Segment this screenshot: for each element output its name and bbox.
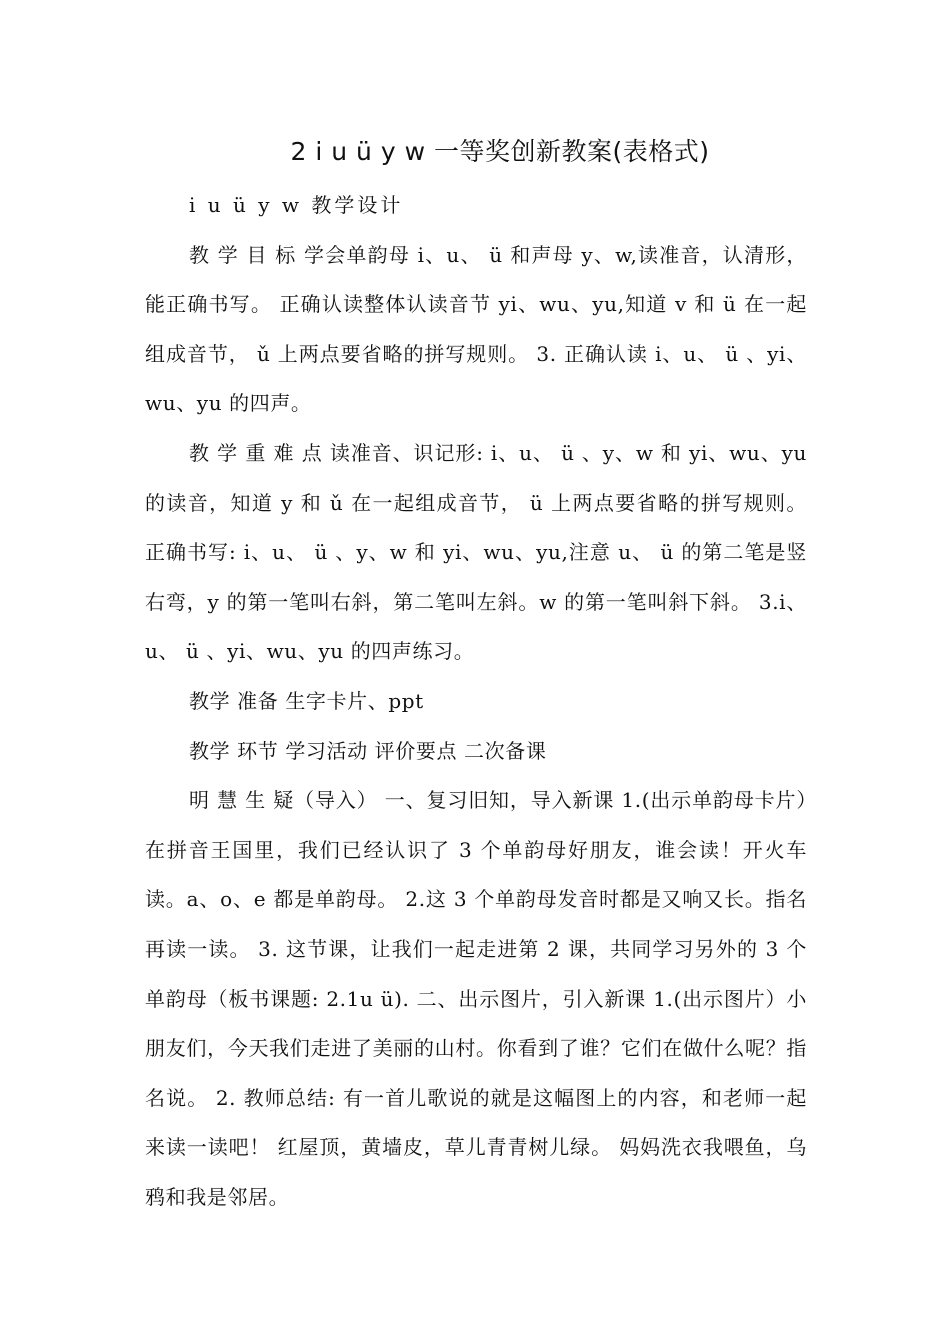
paragraph-objectives: 教 学 目 标 学会单韵母 i、u、 ü 和声母 y、w,读准音，认清形，能正确书写。 正确认读整体认读音节 yi、wu、yu,知道 v 和 ü 在一起组成音节， ǔ 上两点要省略的拼写规则。 3. 正确认读 i、u、 ü 、yi、wu、yu 的四声。 — [145, 242, 807, 416]
paragraph-introduction: 明 慧 生 疑（导入） 一、复习旧知，导入新课 1.(出示单韵母卡片）在拼音王国里，我们已经认识了 3 个单韵母好朋友，谁会读！开火车读。a、o、e 都是单韵母。 2.这 3 个单韵母发音时都是又响又长。指名再读一读。 3. 这节课，让我们一起走进第 2 课，共同学习另外的 3 个单韵母（板书课题: 2.1u ü). 二、出示图片，引入新课 1.(出示图片）小朋友们，今天我们走进了美丽的山村。你看到了谁？它们在做什么呢？指名说。 2. 教师总结: 有一首儿歌说的就是这幅图上的内容，和老师一起来读一读吧！ 红屋顶，黄墙皮，草儿青青树儿绿。 妈妈洗衣我喂鱼，乌鸦和我是邻居。 — [145, 788, 807, 1209]
paragraph-preparation: 教学 准备 生字卡片、ppt — [189, 688, 424, 713]
paragraph-table-header: 教学 环节 学习活动 评价要点 二次备课 — [189, 738, 547, 763]
document-body — [145, 181, 807, 1222]
page-title: 2 i u ü y w 一等奖创新教案(表格式) — [290, 137, 710, 166]
paragraph-key-points: 教 学 重 难 点 读准音、识记形: i、u、 ü 、y、w 和 yi、wu、yu 的读音，知道 y 和 ǔ 在一起组成音节， ü 上两点要省略的拼写规则。 正确书写: i、u、 ü 、y、w 和 yi、wu、yu,注意 u、 ü 的第二笔是竖右弯，y 的第一笔叫右斜，第二笔叫左斜。w 的第一笔叫斜下斜。 3.i、u、 ü 、yi、wu、yu 的四声练习。 — [145, 440, 807, 664]
section-heading: i u ü y w 教学设计 — [189, 193, 404, 217]
